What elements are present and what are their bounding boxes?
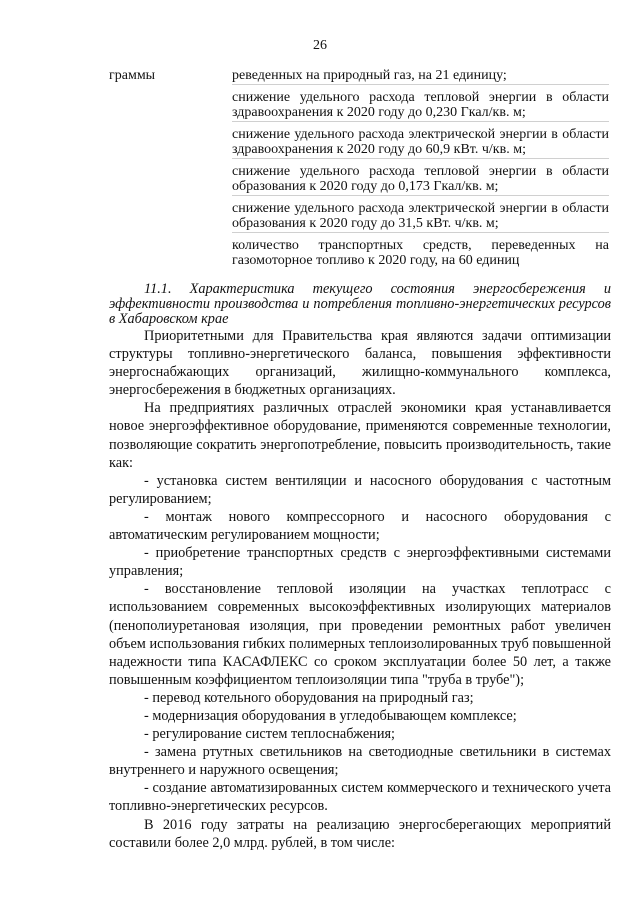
paragraph: Приоритетными для Правительства края являются задачи оптимизации структуры топливно-энергетического баланса, повышения эффективности энергоснабжающих организаций, жилищно-коммунального комплекса, энергосбережения в бюджетных организациях. bbox=[109, 328, 611, 399]
table-row: количество транспортных средств, переведенных на газомоторное топливо к 2020 году, на 60 единиц bbox=[232, 237, 609, 268]
table-row: снижение удельного расхода тепловой энергии в области образования к 2020 году до 0,173 Гкал/кв. м; bbox=[232, 163, 609, 194]
table-row: реведенных на природный газ, на 21 единицу; bbox=[232, 68, 609, 85]
table-row: снижение удельного расхода электрической энергии в области образования к 2020 году до 31,5 кВт. ч/кв. м; bbox=[232, 200, 609, 231]
list-item: - замена ртутных светильников на светодиодные светильники в системах внутреннего и наружного освещения; bbox=[109, 744, 611, 779]
table-row: снижение удельного расхода тепловой энергии в области здравоохранения к 2020 году до 0,230 Гкал/кв. м; bbox=[232, 89, 609, 120]
table-row: снижение удельного расхода электрической энергии в области здравоохранения к 2020 году до 60,9 кВт. ч/кв. м; bbox=[232, 126, 609, 157]
body-text bbox=[109, 327, 611, 852]
list-item: - восстановление тепловой изоляции на участках теплотрасс с использованием современных высокоэффективных изолирующих материалов (пенополиуретановая изоляция, при проведении ремонтных работ увеличен объем использования гибких полимерных теплоизолированных труб повышенной надежности типа КАСАФЛЕКС со сроком эксплуатации более 50 лет, а также повышенным коэффициентом теплоизоляции типа "труба в трубе"); bbox=[109, 581, 611, 688]
list-item: - модернизация оборудования в угледобывающем комплексе; bbox=[144, 707, 517, 724]
list-item: - приобретение транспортных средств с энергоэффективными системами управления; bbox=[109, 545, 611, 580]
page-number: 26 bbox=[313, 38, 327, 53]
list-item: - монтаж нового компрессорного и насосного оборудования с автоматическим регулированием мощности; bbox=[109, 508, 611, 544]
list-item: - установка систем вентиляции и насосного оборудования с частотным регулированием; bbox=[109, 472, 611, 507]
paragraph: На предприятиях различных отраслей экономики края устанавливается новое энергоэффективное оборудование, применяются современные технологии, позволяющие сократить энергопотребление, повысить производительность, такие как: bbox=[109, 400, 611, 471]
table-right-column bbox=[232, 68, 609, 269]
list-item: - перевод котельного оборудования на природный газ; bbox=[144, 689, 474, 706]
paragraph: В 2016 году затраты на реализацию энергосберегающих мероприятий составили более 2,0 млрд. рублей, в том числе: bbox=[109, 816, 611, 851]
table-left-cell: граммы bbox=[109, 68, 156, 83]
list-item: - создание автоматизированных систем коммерческого и технического учета топливно-энергетических ресурсов. bbox=[109, 780, 611, 815]
section-heading: 11.1. Характеристика текущего состояния энергосбережения и эффективности производства и потребления топливно-энергетических ресурсов в Хабаровском крае bbox=[109, 281, 611, 327]
list-item: - регулирование систем теплоснабжения; bbox=[144, 726, 396, 743]
